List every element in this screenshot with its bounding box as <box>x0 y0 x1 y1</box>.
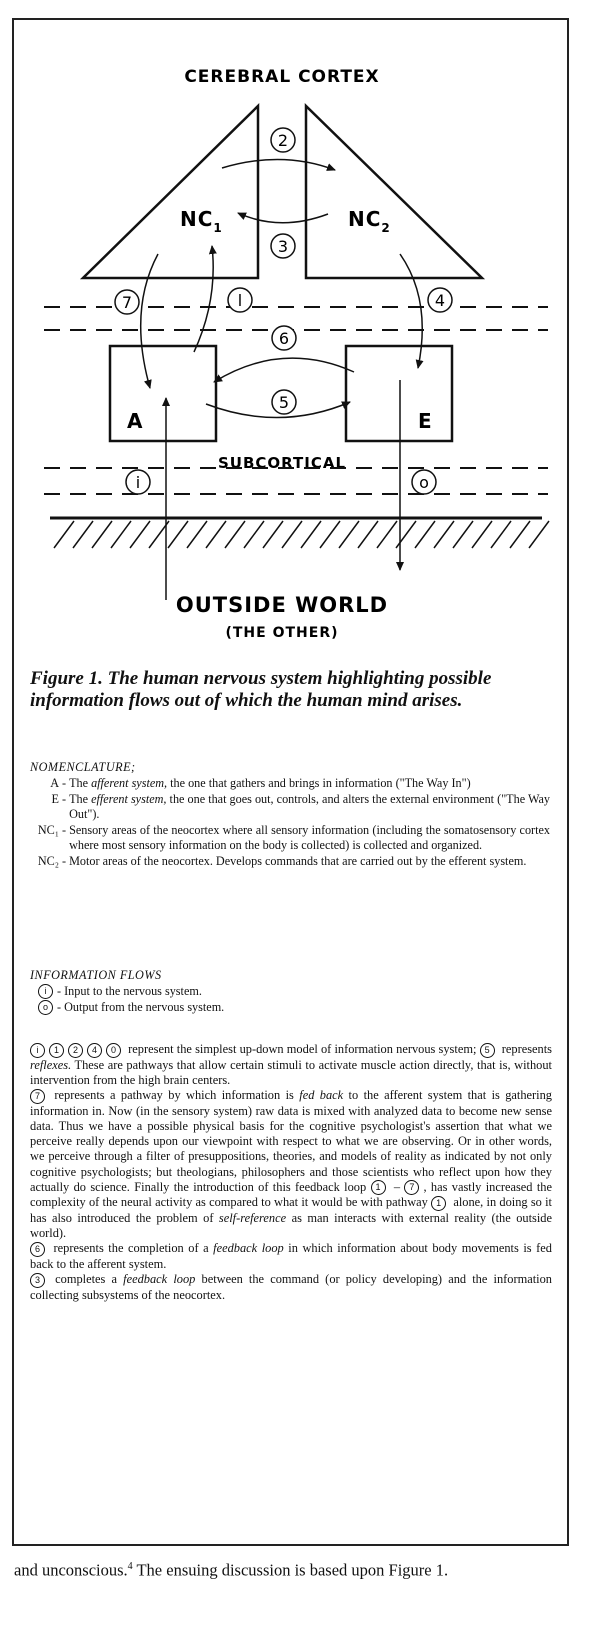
hatch-stroke <box>377 521 397 548</box>
nomenclature-key: NC₂ <box>37 854 59 868</box>
hatch-stroke <box>130 521 150 548</box>
flow-symbol: o <box>38 1000 53 1015</box>
hatch-stroke <box>301 521 321 548</box>
circle-o <box>412 470 436 494</box>
box-e-label: E <box>418 409 433 433</box>
nomenclature-definition: The efferent system, the one that goes out, controls, and alters the external environment ("The Way Out"). <box>69 792 551 821</box>
outside-world-label: OUTSIDE WORLD <box>175 593 389 617</box>
nc1-triangle <box>83 106 258 278</box>
nervous-system-diagram <box>0 0 591 660</box>
hatch-stroke <box>396 521 416 548</box>
circle-i <box>126 470 150 494</box>
flow-4-arrow <box>400 254 422 368</box>
nomenclature-key: E <box>51 792 59 806</box>
hatch-stroke <box>320 521 340 548</box>
afferent-box-a <box>110 346 216 441</box>
flow-2-arrow <box>222 159 335 170</box>
flow-description: - Output from the nervous system. <box>57 1000 225 1014</box>
nomenclature-item: A - The afferent system, the one that gathers and brings in information ("The Way In") <box>30 776 550 791</box>
hatch-stroke <box>263 521 283 548</box>
svg-text:l: l <box>237 291 243 310</box>
hatch-stroke <box>415 521 435 548</box>
svg-text:2: 2 <box>277 131 289 150</box>
circle-7 <box>115 290 139 314</box>
efferent-box-e <box>346 346 452 441</box>
flow-symbol: i <box>38 984 53 999</box>
circle-5 <box>272 390 296 414</box>
circle-6 <box>272 326 296 350</box>
nc1-label: $NC_1$ <box>180 207 223 235</box>
nomenclature-title: NOMENCLATURE; <box>30 760 136 774</box>
flow-item <box>38 1000 550 1015</box>
nomenclature-key: A <box>50 776 59 790</box>
hatch-stroke <box>73 521 93 548</box>
hatch-stroke <box>111 521 131 548</box>
the-other-label: (THE OTHER) <box>225 625 339 641</box>
flow-description: - Input to the nervous system. <box>57 984 202 998</box>
subcortical-label: SUBCORTICAL <box>217 454 347 472</box>
svg-text:7: 7 <box>121 293 133 312</box>
hatch-stroke <box>282 521 302 548</box>
svg-text:5: 5 <box>278 393 290 412</box>
hatch-stroke <box>225 521 245 548</box>
nomenclature-definition: The afferent system, the one that gathers and brings in information ("The Way In") <box>69 776 471 790</box>
ground-hatching <box>54 521 549 548</box>
nomenclature-key: NC₁ <box>37 823 59 837</box>
svg-text:i: i <box>135 473 141 492</box>
nomenclature-item: NC₂ - Motor areas of the neocortex. Develops commands that are carried out by the efferent system. <box>30 854 550 869</box>
box-a-label: A <box>127 409 144 433</box>
hatch-stroke <box>206 521 226 548</box>
flow-3-arrow <box>238 213 328 223</box>
hatch-stroke <box>92 521 112 548</box>
circle-4 <box>428 288 452 312</box>
flow-7-arrow <box>141 254 158 388</box>
hatch-stroke <box>491 521 511 548</box>
information-flows-section <box>30 968 550 1015</box>
footer-text: and unconscious.$^4$ The ensuing discussion is based upon Figure 1. <box>14 1560 449 1580</box>
circle-2 <box>271 128 295 152</box>
svg-text:6: 6 <box>278 329 290 348</box>
circle-3 <box>271 234 295 258</box>
svg-text:4: 4 <box>434 291 446 310</box>
figure-caption: Figure 1. The human nervous system highlighting possible information flows out of which the human mind arises. <box>30 668 492 711</box>
nomenclature-definition: Sensory areas of the neocortex where all sensory information (including the somatosensory cortex where most sensory information on the body is collected) is collected and organized. <box>69 823 550 852</box>
svg-text:o: o <box>419 473 429 492</box>
paragraph-feedback-3: 3 completes a feedback loop between the command (or policy developing) and the information collecting subsystems of the neocortex. <box>30 1272 552 1302</box>
information-flows-list <box>30 984 550 1015</box>
hatch-stroke <box>339 521 359 548</box>
nomenclature-definition: Motor areas of the neocortex. Develops commands that are carried out by the efferent system. <box>69 854 527 868</box>
hatch-stroke <box>244 521 264 548</box>
flow-item <box>38 984 550 999</box>
nomenclature-list <box>30 776 550 869</box>
hatch-stroke <box>168 521 188 548</box>
nomenclature-item: E - The efferent system, the one that goes out, controls, and alters the external environment ("The Way Out"). <box>30 792 550 822</box>
hatch-stroke <box>54 521 74 548</box>
flow-1-arrow <box>194 246 213 352</box>
hatch-stroke <box>510 521 530 548</box>
circle-1 <box>228 288 252 312</box>
hatch-stroke <box>472 521 492 548</box>
hatch-stroke <box>434 521 454 548</box>
nc2-label: $NC_2$ <box>348 207 391 235</box>
hatch-stroke <box>453 521 473 548</box>
hatch-stroke <box>187 521 207 548</box>
paragraph-feedback-7: 7 represents a pathway by which information is fed back to the afferent system that is gathering information in. Now (in the sensory system) raw data is mixed with analyzed data to become new sense data. Thus we have a possible physical basis for the cognitive psychologist's assertion that what we perceive really depends upon our viewpoint with respect to what we are observing. Or in other words, we perceive through a filter of presuppositions, theories, and models of reality as indicated by not only cognitive psychologists; but theologians, philosophers and those scientists who reflect upon how they actually do science. Finally the introduction of this feedback loop 1 – 7 , has vastly increased the complexity of the neural activity as compared to what it would be with pathway 1 alone, in doing so it has also introduced the problem of self-reference as man interacts with external reality (the outside world). <box>30 1088 553 1241</box>
nc2-triangle <box>306 106 482 278</box>
paragraph-feedback-6: 6 represents the completion of a feedback loop in which information about body movements is fed back to the afferent system. <box>30 1241 552 1272</box>
svg-text:3: 3 <box>277 237 289 256</box>
explanation-text <box>30 1042 552 1303</box>
flow-6-arrow <box>214 358 354 382</box>
nomenclature-section <box>30 760 550 869</box>
hatch-stroke <box>529 521 549 548</box>
nomenclature-item: NC₁ - Sensory areas of the neocortex where all sensory information (including the somatosensory cortex where most sensory information on the body is collected) is collected and organized. <box>30 823 550 853</box>
cerebral-cortex-label: CEREBRAL CORTEX <box>184 67 380 87</box>
paragraph-simple-model: i 1 2 4 0 represent the simplest up-down model of information nervous system; 5 represents reflexes. These are pathways that allow certain stimuli to activate muscle action directly, that is, without intervention from the high brain centers. <box>30 1042 553 1087</box>
information-flows-title: INFORMATION FLOWS <box>30 968 162 982</box>
hatch-stroke <box>358 521 378 548</box>
